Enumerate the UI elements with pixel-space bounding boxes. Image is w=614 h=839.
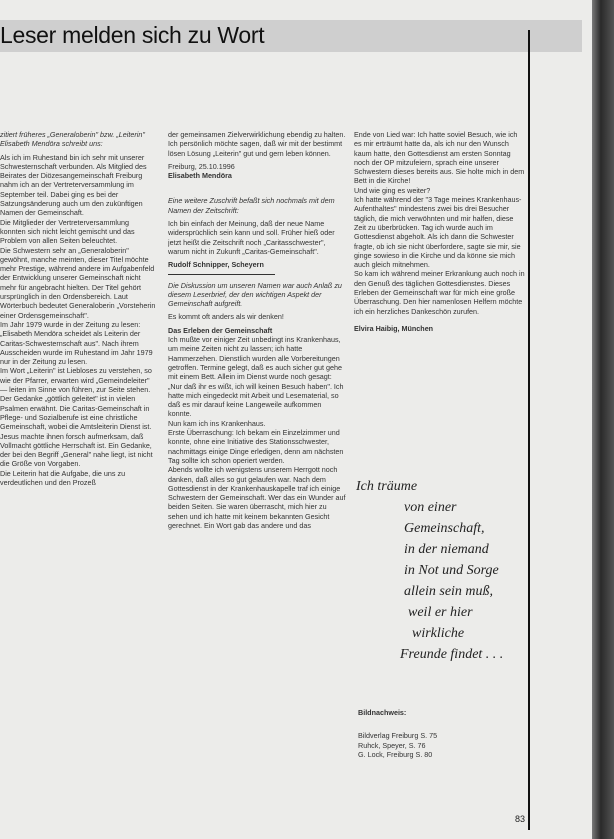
column-divider — [528, 30, 530, 830]
signature-2: Rudolf Schnipper, Scheyern — [168, 260, 264, 270]
page-title: Leser melden sich zu Wort — [0, 22, 265, 48]
credits-title: Bildnachweis: — [358, 708, 407, 717]
quote-line: Freunde findet . . . — [400, 647, 504, 662]
header-bar — [0, 20, 582, 52]
column-3 — [354, 130, 526, 430]
separator — [168, 274, 275, 275]
column-2 — [168, 130, 346, 830]
quote-line: in der niemand — [404, 542, 489, 557]
signature-place: Freiburg, 25.10.1996 — [168, 161, 235, 171]
quote-line: in Not und Sorge — [404, 563, 499, 578]
signature-3: Elvira Haibig, München — [354, 323, 434, 333]
page-number: 83 — [515, 814, 526, 824]
photo-credits — [358, 708, 528, 759]
credit-line: Ruhck, Speyer, S. 76 — [358, 740, 426, 750]
quote-line: Gemeinschaft, — [404, 521, 485, 536]
subheading: Das Erleben der Gemeinschaft — [168, 325, 273, 335]
letter-continuation: Ende von Lied war: Ich hatte soviel Besuch, wie ich es mir erträumt hatte da, als ich nur den Wunsch kaum hatte, den Gottesdienst am ersten Sonntag noch der OP mitzufeiern, sprach eine unserer Schwestern dieses bereits aus. Sie holte mich in dem Bett in die Kirche! Und wie ging es weiter? Ich hatte während der "3 Tage meines Krankenhaus-Aufenthaltes" mindestens zwei bis drei Besucher täglich, die mich verwöhnten und mir halfen, diese Zeit zu überbrücken. Tag ich wurde auch im Gottesdienst abgeholt. Als ich dann die Schwester fragte, ob ich sie nicht überfordere, sagte sie mir, sie ginge sowieso in die Kirche und da könne sie mich auch gleich mitnehmen. So kam ich während meiner Erkrankung auch noch in den Genuß des täglichen Gottesdienstes. Dieses Erleben der Gemeinschaft war für mich eine große Überraschung. Den hier namenlosen Helfern möchte ich ein herzliches Dankeschön zurufen. — [354, 130, 525, 316]
quote-line: weil er hier — [408, 605, 473, 620]
quote-block — [356, 476, 526, 665]
signature-name: Elisabeth Mendöra — [168, 171, 232, 181]
column-1 — [0, 130, 156, 830]
binding-gutter — [592, 0, 614, 839]
letter-body: Als ich im Ruhestand bin ich sehr mit unserer Schwesternschaft verbunden. Als Mitglied des Beirates der Diözesangemeinschaft Freiburg nahm ich an der Vertreterversammlung im September teil. Dabei ging es bei der Satzungsänderung auch um den zukünftigen Namen der Gemeinschaft. Die Mitglieder der Vertreterversammlung konnten sich nicht leicht gemischt und das Problem von allen Seiten beleuchtet. Die Schwestern sehr an „Generaloberin" gewöhnt, manche meinten, dieser Titel möchte mehr Prestige, während andere im Aufgabenfeld der Entwicklung unserer Gemeinschaft nicht mehr für angebracht hielten. Der Titel gehört ursprünglich in den Ordensbereich. Laut Wörterbuch bedeutet Generaloberin „Vorsteherin einer Ordensgemeinschaft". Im Jahr 1979 wurde in der Zeitung zu lesen: „Elisabeth Mendöra scheidet als Leiterin der Caritas-Schwesternschaft aus". Nach ihrem Ausscheiden wurde im Ruhestand im Jahr 1979 nur in der Zeitung zu lesen. Im Wort „Leiterin" ist Liebloses zu verstehen, so wie der Pfarrer, erwarten wird „Gemeindeleiter" — leiten im Sinne von führen, zur Seite stehen. Der Gedanke „göttlich geleitet" ist in vielen Psalmen erwähnt. Die Caritas-Gemeinschaft in Pflege- und Sozialberufe ist eine christliche Gemeinschaft, wobei die Amtsleiterin Dienst ist. Jesus machte ihnen forsch aufmerksam, daß Vollmacht göttliche Herrschaft ist. Ein Gedanke, der bei den Begriff „General" nahe liegt, ist nicht die Größe von Vorgaben. Die Leiterin hat die Aufgabe, die uns zu verdeutlichen und den Prozeß — [0, 152, 156, 487]
editor-note: Eine weitere Zuschrift befaßt sich nochmals mit dem Namen der Zeitschrift: — [168, 196, 335, 215]
quote-line: wirkliche — [412, 626, 465, 641]
letter-body-3: Ich mußte vor einiger Zeit unbedingt ins Krankenhaus, um meine Zeiten nicht zu lassen; ich hatte Hammerzehen. Dienstlich wurden alle Vorbereitungen getroffen. Termine gelegt, daß es auch sicher gut gehe mit einem Bett. Allein im Dienst wurde noch gesagt: „Nur daß ihr es wißt, ich will keinen Besuch haben". Ich hatte mich eingedeckt mit Arbeit und Lesematerial, so daß es mir darauf keine Langeweile aufkommen konnte. Nun kam ich ins Krankenhaus. Erste Überraschung: Ich bekam ein Einzelzimmer und konnte, ohne eine Initiative des Stationsschwester, nachmittags einige Dinge erledigen, denn am nächsten Tag sollte ich schon operiert werden. Abends wollte ich wenigstens unserem Herrgott noch danken, daß alles so gut gelaufen war. Nach dem Gottesdienst in der Krankenhauskapelle traf ich einige Schwestern der Gemeinschaft. Wer das ein Wunder auf beiden Seiten. Sie waren überrascht, mich hier zu sehen und ich hatte mit keinem bekannten Gesicht gerechnet. Ein Wort gab das andere und das — [168, 335, 346, 530]
letter-closing: der gemeinsamen Zielverwirklichung ebendig zu halten. Ich persönlich möchte sagen, daß wir mit der bestimmt lösen Lösung „Leiterin" gut und gern leben können. — [168, 130, 346, 158]
letter-body-2: Ich bin einfach der Meinung, daß der neue Name widersprüchlich sein kann und soll. Früher hieß oder jetzt heißt die Zeitschrift noch „Caritasschwester", warum nicht in Zukunft „Caritas-Gemeinschaft". — [168, 219, 335, 256]
credit-line: Bildverlag Freiburg S. 75 — [358, 731, 438, 741]
letter-intro: zitiert früheres „Generaloberin" bzw. „Leiterin" Elisabeth Mendöra schreibt uns: — [0, 130, 145, 149]
credit-line: G. Lock, Freiburg S. 80 — [358, 749, 433, 759]
quote-line: von einer — [404, 500, 457, 515]
quote-line: Ich träume — [356, 479, 418, 494]
letter-lead: Es kommt oft anders als wir denken! — [168, 312, 284, 322]
editor-note-2: Die Diskussion um unseren Namen war auch Anlaß zu diesem Leserbrief, der den wichtigen Aspekt der Gemeinschaft aufgreift. — [168, 280, 342, 309]
quote-line: allein sein muß, — [404, 584, 494, 599]
